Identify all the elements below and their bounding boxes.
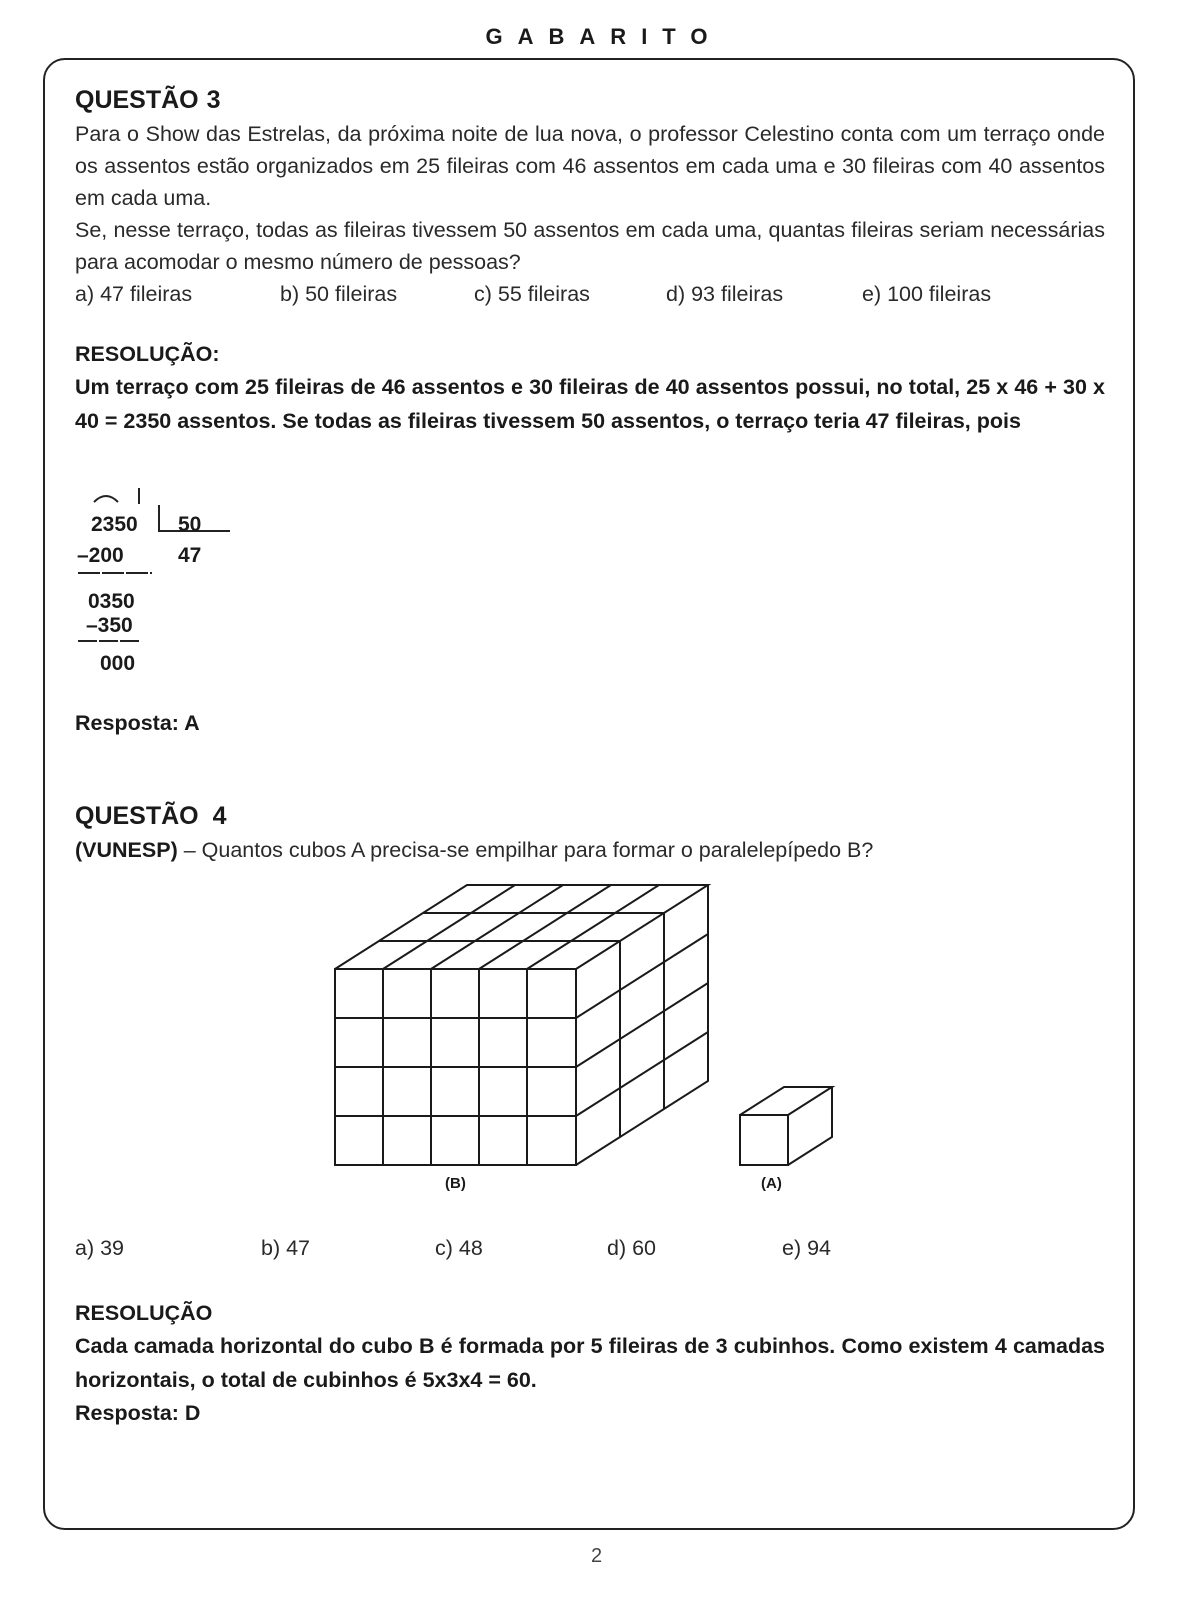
question-3-resolution-title: RESOLUÇÃO: xyxy=(75,342,220,366)
question-3-statement-1: Para o Show das Estrelas, da próxima noite de lua nova, o professor Celestino conta com um terraço onde os assentos estão organizados em 25 fileiras com 46 assentos em cada uma e 30 fileiras com 40 assentos em cada uma. xyxy=(75,122,1105,210)
option-d: d) 60 xyxy=(607,1236,657,1260)
question-number: 4 xyxy=(212,802,227,830)
question-3-resolution-text: Um terraço com 25 fileiras de 46 assentos e 30 fileiras de 40 assentos possui, no total, 25 x 46 + 30 x 40 = 2350 assentos. Se todas as fileiras tivessem 50 assentos, o terraço teria 47 fileiras, pois xyxy=(75,375,1105,433)
option-c: c) 48 xyxy=(435,1236,483,1260)
question-4-answer: Resposta: D xyxy=(75,1401,201,1425)
question-4-resolution-title: RESOLUÇÃO xyxy=(75,1301,213,1325)
option-e: e) 94 xyxy=(782,1236,832,1260)
question-number: 3 xyxy=(206,86,221,114)
option-e: e) 100 fileiras xyxy=(862,282,992,306)
question-4-resolution xyxy=(75,1297,1105,1429)
cube-a-icon xyxy=(740,1087,832,1165)
question-4-resolution-text: Cada camada horizontal do cubo B é formada por 5 fileiras de 3 cubinhos. Como existem 4 camadas horizontais, o total de cubinhos é 5x3x4 = 60. xyxy=(75,1334,1105,1392)
option-a: a) 39 xyxy=(75,1236,125,1260)
option-b: b) 50 fileiras xyxy=(280,282,398,306)
page-number: 2 xyxy=(590,1545,603,1567)
option-d: d) 93 fileiras xyxy=(666,282,784,306)
option-b: b) 47 xyxy=(261,1236,311,1260)
subtraction-2: –350 xyxy=(86,614,133,637)
block-b-icon xyxy=(335,885,708,1165)
dividend: 2350 xyxy=(91,513,138,536)
option-c: c) 55 fileiras xyxy=(474,282,590,306)
divisor: 50 xyxy=(178,513,202,536)
figure-label-b: (B) xyxy=(445,1175,466,1192)
remainder-1: 0350 xyxy=(88,590,135,613)
subtraction-1: –200 xyxy=(77,544,124,567)
question-source: (VUNESP) xyxy=(75,838,178,862)
option-a: a) 47 fileiras xyxy=(75,282,193,306)
question-label: QUESTÃO xyxy=(75,802,199,830)
question-label: QUESTÃO xyxy=(75,86,199,114)
figure-label-a: (A) xyxy=(761,1175,782,1192)
remainder-2: 000 xyxy=(100,652,136,675)
question-3-answer: Resposta: A xyxy=(75,711,200,735)
question-4-options xyxy=(75,1232,831,1264)
page-title: GABARITO xyxy=(485,24,723,49)
question-3-statement-2: Se, nesse terraço, todas as fileiras tivessem 50 assentos em cada uma, quantas fileiras seriam necessárias para acomodar o mesmo número de pessoas? xyxy=(75,218,1105,274)
quotient: 47 xyxy=(178,544,202,567)
question-4-statement-text: – Quantos cubos A precisa-se empilhar para formar o paralelepípedo B? xyxy=(177,838,874,862)
